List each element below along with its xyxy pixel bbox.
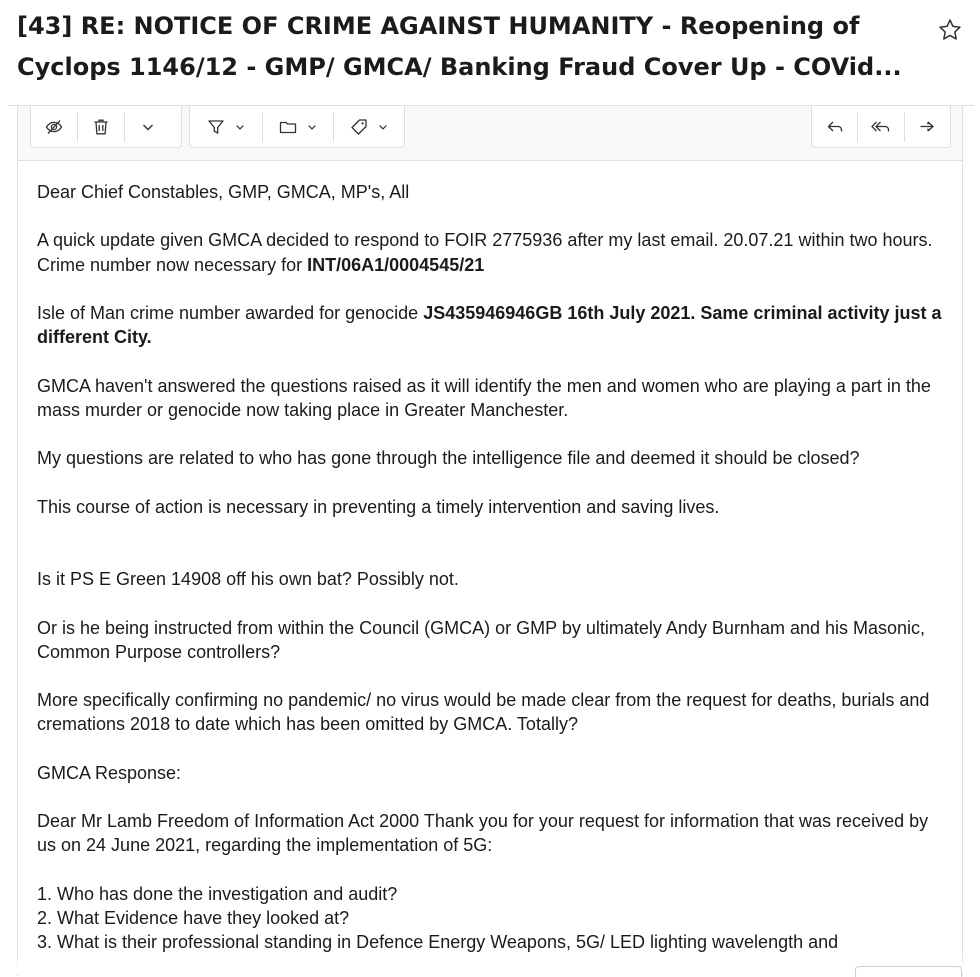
toolbar-group-respond — [811, 106, 951, 148]
paragraph-text: A quick update given GMCA decided to respond to FOIR 2775936 after my last email. 20.07.21 within two hours. Crime number now necessary for — [37, 230, 933, 275]
star-button[interactable] — [936, 16, 964, 44]
toolbar-group-organize — [189, 106, 405, 148]
reply-all-icon — [870, 117, 892, 137]
paragraph: Is it PS E Green 14908 off his own bat? Possibly not. — [37, 569, 459, 590]
move-to-folder-button[interactable] — [263, 106, 333, 148]
delete-button[interactable] — [78, 106, 124, 148]
paragraph-text: Isle of Man crime number awarded for genocide — [37, 302, 424, 323]
question-list — [37, 882, 942, 955]
list-item: 3. What is their professional standing in Defence Energy Weapons, 5G/ LED lighting wavelength and — [37, 932, 839, 953]
paragraph: GMCA Response: — [37, 762, 182, 783]
greeting: Dear Chief Constables, GMP, GMCA, MP's, All — [37, 182, 410, 202]
chevron-down-icon — [234, 121, 246, 133]
tag-icon — [349, 117, 369, 137]
toolbar-group-actions — [30, 106, 182, 148]
mark-unread-button[interactable] — [31, 106, 77, 148]
email-subject — [17, 6, 917, 88]
scroll-fade — [0, 956, 980, 974]
chevron-down-icon — [140, 119, 156, 135]
paragraph: Or is he being instructed from within the Council (GMCA) or GMP by ultimately Andy Burnham and his Masonic, Common Purpose controllers? — [37, 617, 926, 662]
chevron-down-icon — [377, 121, 389, 133]
eye-off-icon — [44, 117, 64, 137]
subject-line-1: [43] RE: NOTICE OF CRIME AGAINST HUMANITY - Reopening of — [17, 12, 860, 40]
trash-icon — [91, 117, 111, 137]
reply-button[interactable] — [812, 106, 857, 148]
forward-button[interactable] — [905, 106, 950, 148]
message-body — [37, 180, 942, 954]
list-item: 2. What Evidence have they looked at? — [37, 907, 350, 928]
chevron-down-icon — [306, 121, 318, 133]
folder-icon — [278, 117, 298, 137]
paragraph: More specifically confirming no pandemic/ no virus would be made clear from the request for deaths, burials and cremations 2018 to date which has been omitted by GMCA. Totally? — [37, 690, 930, 735]
paragraph: This course of action is necessary in preventing a timely intervention and saving lives. — [37, 496, 720, 517]
reply-all-button[interactable] — [858, 106, 903, 148]
crime-number-bold: JS435946946GB 16th July 2021. Same criminal activity just a different City. — [37, 302, 942, 348]
floating-button-edge — [855, 966, 962, 977]
forward-icon — [917, 117, 937, 137]
subject-line-2: Cyclops 1146/12 - GMP/ GMCA/ Banking Fraud Cover Up - COVid... — [17, 53, 902, 81]
filter-button[interactable] — [190, 106, 262, 148]
message-toolbar — [18, 106, 962, 161]
paragraph: GMCA haven't answered the questions raised as it will identify the men and women who are playing a part in the mass murder or genocide now taking place in Greater Manchester. — [37, 375, 931, 420]
paragraph: My questions are related to who has gone through the intelligence file and deemed it should be closed? — [37, 448, 860, 469]
list-item: 1. Who has done the investigation and audit? — [37, 883, 398, 904]
paragraph — [37, 228, 942, 276]
reply-icon — [825, 117, 845, 137]
crime-number: INT/06A1/0004545/21 — [307, 254, 485, 275]
filter-icon — [206, 117, 226, 137]
tag-button[interactable] — [334, 106, 404, 148]
more-actions-button[interactable] — [125, 106, 171, 148]
paragraph — [37, 301, 942, 349]
paragraph: Dear Mr Lamb Freedom of Information Act 2000 Thank you for your request for information that was received by us on 24 June 2021, regarding the implementation of 5G: — [37, 811, 929, 856]
star-icon — [937, 17, 963, 43]
